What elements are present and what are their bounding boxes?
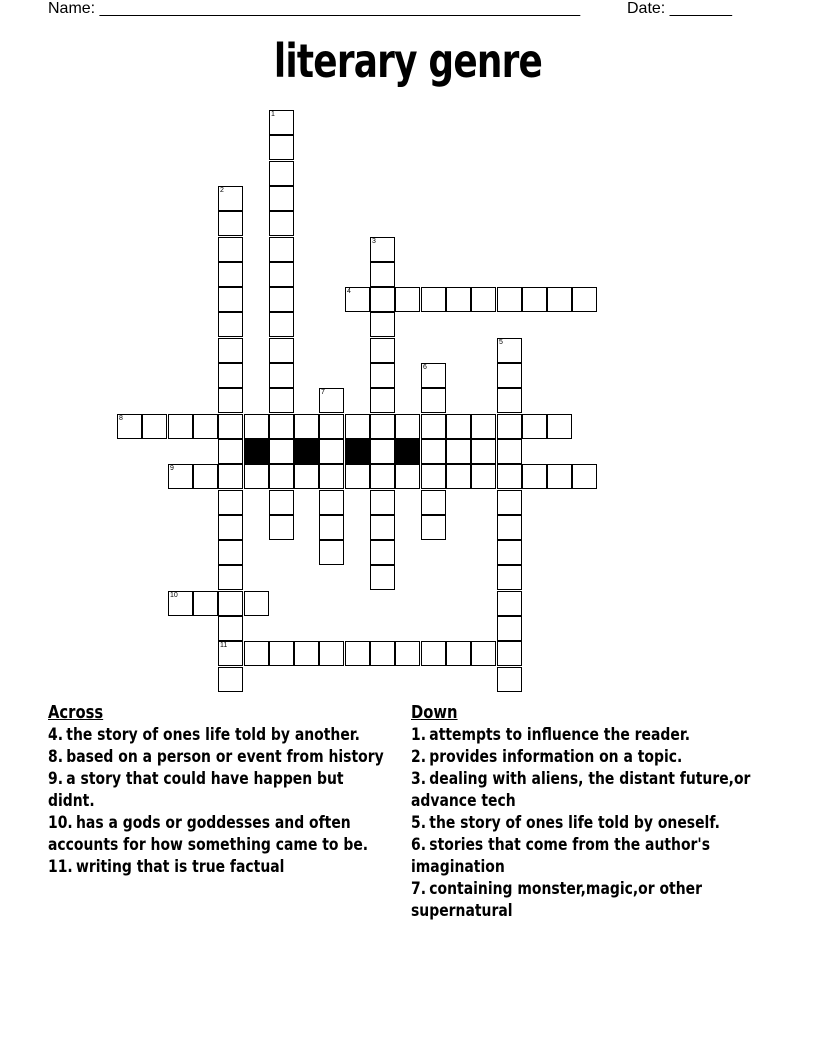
grid-cell[interactable] xyxy=(218,237,243,262)
grid-cell[interactable] xyxy=(319,641,344,666)
across-clue xyxy=(48,768,388,812)
grid-cell[interactable] xyxy=(421,464,446,489)
grid-cell[interactable] xyxy=(193,464,218,489)
grid-cell[interactable] xyxy=(370,338,395,363)
clue-text: based on a person or event from history xyxy=(66,747,384,767)
clue-text: dealing with aliens, the distant future,or advance tech xyxy=(411,769,751,811)
clue-number: 9. xyxy=(48,769,64,789)
grid-cell[interactable] xyxy=(395,287,420,312)
grid-cell[interactable] xyxy=(294,414,319,439)
clue-text: a story that could have happen but didnt. xyxy=(48,769,344,811)
grid-cell[interactable] xyxy=(497,667,522,692)
clue-number: 10. xyxy=(48,813,73,833)
grid-cell[interactable] xyxy=(269,388,294,413)
cell-number: 7 xyxy=(321,389,325,396)
grid-cell[interactable] xyxy=(168,414,193,439)
down-clue xyxy=(411,834,751,878)
grid-cell[interactable] xyxy=(522,464,547,489)
grid-cell[interactable] xyxy=(269,237,294,262)
grid-cell[interactable] xyxy=(218,312,243,337)
grid-cell[interactable] xyxy=(218,515,243,540)
clue-number: 8. xyxy=(48,747,64,767)
clue-text: the story of ones life told by another. xyxy=(66,725,360,745)
grid-cell[interactable] xyxy=(244,414,269,439)
grid-cell[interactable] xyxy=(370,540,395,565)
grid-cell[interactable] xyxy=(269,161,294,186)
grid-cell[interactable] xyxy=(370,312,395,337)
grid-cell[interactable] xyxy=(269,515,294,540)
grid-cell[interactable] xyxy=(319,464,344,489)
clue-text: provides information on a topic. xyxy=(429,747,683,767)
grid-cell[interactable] xyxy=(269,363,294,388)
grid-cell[interactable] xyxy=(370,439,395,464)
grid-cell[interactable] xyxy=(446,464,471,489)
grid-cell[interactable] xyxy=(218,490,243,515)
cell-number: 3 xyxy=(372,238,376,245)
down-clue xyxy=(411,878,751,922)
cell-number: 6 xyxy=(423,364,427,371)
across-clue xyxy=(48,856,388,878)
down-clue xyxy=(411,812,751,834)
grid-cell[interactable] xyxy=(471,464,496,489)
cell-number: 1 xyxy=(271,111,275,118)
grid-cell[interactable] xyxy=(218,667,243,692)
grid-cell[interactable] xyxy=(319,490,344,515)
clue-number: 5. xyxy=(411,813,427,833)
across-clue xyxy=(48,746,388,768)
grid-cell[interactable] xyxy=(218,388,243,413)
grid-cell[interactable] xyxy=(168,464,193,489)
grid-cell[interactable] xyxy=(547,414,572,439)
clue-text: has a gods or goddesses and often accounts for how something came to be. xyxy=(48,813,369,855)
grid-cell[interactable] xyxy=(319,388,344,413)
grid-cell[interactable] xyxy=(497,540,522,565)
clue-text: stories that come from the author's imagination xyxy=(411,835,710,877)
grid-cell[interactable] xyxy=(193,414,218,439)
grid-cell[interactable] xyxy=(269,262,294,287)
grid-cell[interactable] xyxy=(497,515,522,540)
grid-cell[interactable] xyxy=(319,540,344,565)
clue-number: 7. xyxy=(411,879,427,899)
grid-cell[interactable] xyxy=(345,641,370,666)
clue-number: 4. xyxy=(48,725,64,745)
grid-cell[interactable] xyxy=(497,464,522,489)
grid-cell[interactable] xyxy=(497,490,522,515)
cell-number: 10 xyxy=(170,592,178,599)
across-clue xyxy=(48,724,388,746)
grid-cell[interactable] xyxy=(471,414,496,439)
down-clue xyxy=(411,746,751,768)
clue-number: 11. xyxy=(48,857,73,877)
grid-cell[interactable] xyxy=(244,641,269,666)
grid-cell[interactable] xyxy=(319,439,344,464)
cell-number: 2 xyxy=(220,187,224,194)
grid-cell[interactable] xyxy=(218,439,243,464)
grid-cell[interactable] xyxy=(218,338,243,363)
grid-cell[interactable] xyxy=(572,287,597,312)
grid-cell[interactable] xyxy=(497,338,522,363)
cell-number: 4 xyxy=(347,288,351,295)
grid-cell[interactable] xyxy=(294,641,319,666)
grid-cell[interactable] xyxy=(269,186,294,211)
grid-cell[interactable] xyxy=(269,312,294,337)
grid-cell[interactable] xyxy=(370,388,395,413)
black-square xyxy=(345,439,370,464)
grid-cell[interactable] xyxy=(370,490,395,515)
grid-cell[interactable] xyxy=(218,363,243,388)
grid-cell[interactable] xyxy=(218,414,243,439)
clue-number: 6. xyxy=(411,835,427,855)
clue-text: the story of ones life told by oneself. xyxy=(429,813,720,833)
grid-cell[interactable] xyxy=(218,262,243,287)
grid-cell[interactable] xyxy=(446,287,471,312)
grid-cell[interactable] xyxy=(294,464,319,489)
grid-cell[interactable] xyxy=(269,110,294,135)
grid-cell[interactable] xyxy=(269,464,294,489)
grid-cell[interactable] xyxy=(421,515,446,540)
grid-cell[interactable] xyxy=(218,616,243,641)
grid-cell[interactable] xyxy=(218,464,243,489)
grid-cell[interactable] xyxy=(269,135,294,160)
grid-cell[interactable] xyxy=(547,464,572,489)
grid-cell[interactable] xyxy=(269,414,294,439)
grid-cell[interactable] xyxy=(244,591,269,616)
grid-cell[interactable] xyxy=(168,591,193,616)
grid-cell[interactable] xyxy=(395,414,420,439)
grid-cell[interactable] xyxy=(497,388,522,413)
grid-cell[interactable] xyxy=(218,641,243,666)
grid-cell[interactable] xyxy=(218,540,243,565)
grid-cell[interactable] xyxy=(319,515,344,540)
cell-number: 9 xyxy=(170,465,174,472)
grid-cell[interactable] xyxy=(421,439,446,464)
grid-cell[interactable] xyxy=(370,414,395,439)
grid-cell[interactable] xyxy=(446,439,471,464)
page-title: literary genre xyxy=(273,34,543,88)
down-clue xyxy=(411,724,751,746)
grid-cell[interactable] xyxy=(345,464,370,489)
grid-cell[interactable] xyxy=(421,414,446,439)
across-heading: Across xyxy=(48,702,104,723)
grid-cell[interactable] xyxy=(471,287,496,312)
grid-cell[interactable] xyxy=(471,439,496,464)
grid-cell[interactable] xyxy=(522,414,547,439)
grid-cell[interactable] xyxy=(370,464,395,489)
name-field-label: Name: ______________________________________________________ xyxy=(48,0,581,17)
grid-cell[interactable] xyxy=(370,515,395,540)
down-clues xyxy=(411,702,761,922)
grid-cell[interactable] xyxy=(421,641,446,666)
grid-cell[interactable] xyxy=(269,490,294,515)
grid-cell[interactable] xyxy=(497,641,522,666)
grid-cell[interactable] xyxy=(497,287,522,312)
grid-cell[interactable] xyxy=(471,641,496,666)
grid-cell[interactable] xyxy=(142,414,167,439)
cell-number: 8 xyxy=(119,415,123,422)
grid-cell[interactable] xyxy=(421,388,446,413)
grid-cell[interactable] xyxy=(218,591,243,616)
grid-cell[interactable] xyxy=(269,211,294,236)
grid-cell[interactable] xyxy=(370,237,395,262)
across-clues xyxy=(48,702,398,878)
cell-number: 5 xyxy=(499,339,503,346)
black-square xyxy=(395,439,420,464)
grid-cell[interactable] xyxy=(269,641,294,666)
grid-cell[interactable] xyxy=(345,414,370,439)
cell-number: 11 xyxy=(220,642,228,649)
black-square xyxy=(294,439,319,464)
clue-number: 3. xyxy=(411,769,427,789)
grid-cell[interactable] xyxy=(421,490,446,515)
grid-cell[interactable] xyxy=(193,591,218,616)
grid-cell[interactable] xyxy=(269,287,294,312)
grid-cell[interactable] xyxy=(547,287,572,312)
grid-cell[interactable] xyxy=(497,363,522,388)
grid-cell[interactable] xyxy=(218,186,243,211)
grid-cell[interactable] xyxy=(269,439,294,464)
grid-cell[interactable] xyxy=(345,287,370,312)
clue-number: 1. xyxy=(411,725,427,745)
date-field-label: Date: _______ xyxy=(627,0,732,17)
across-clue xyxy=(48,812,388,856)
down-heading: Down xyxy=(411,702,458,723)
clue-number: 2. xyxy=(411,747,427,767)
down-clue xyxy=(411,768,751,812)
black-square xyxy=(244,439,269,464)
grid-cell[interactable] xyxy=(446,641,471,666)
grid-cell[interactable] xyxy=(497,439,522,464)
clue-text: attempts to influence the reader. xyxy=(429,725,691,745)
grid-cell[interactable] xyxy=(497,565,522,590)
grid-cell[interactable] xyxy=(218,287,243,312)
grid-cell[interactable] xyxy=(497,591,522,616)
grid-cell[interactable] xyxy=(421,287,446,312)
grid-cell[interactable] xyxy=(269,338,294,363)
grid-cell[interactable] xyxy=(117,414,142,439)
grid-cell[interactable] xyxy=(319,414,344,439)
clue-text: containing monster,magic,or other supernatural xyxy=(411,879,702,921)
grid-cell[interactable] xyxy=(218,211,243,236)
grid-cell[interactable] xyxy=(244,464,269,489)
grid-cell[interactable] xyxy=(421,363,446,388)
grid-cell[interactable] xyxy=(370,262,395,287)
clue-text: writing that is true factual xyxy=(75,857,285,877)
grid-cell[interactable] xyxy=(522,287,547,312)
grid-cell[interactable] xyxy=(572,464,597,489)
grid-cell[interactable] xyxy=(395,641,420,666)
grid-cell[interactable] xyxy=(370,363,395,388)
grid-cell[interactable] xyxy=(370,641,395,666)
grid-cell[interactable] xyxy=(395,464,420,489)
grid-cell[interactable] xyxy=(370,287,395,312)
grid-cell[interactable] xyxy=(218,565,243,590)
grid-cell[interactable] xyxy=(497,616,522,641)
grid-cell[interactable] xyxy=(446,414,471,439)
grid-cell[interactable] xyxy=(497,414,522,439)
grid-cell[interactable] xyxy=(370,565,395,590)
